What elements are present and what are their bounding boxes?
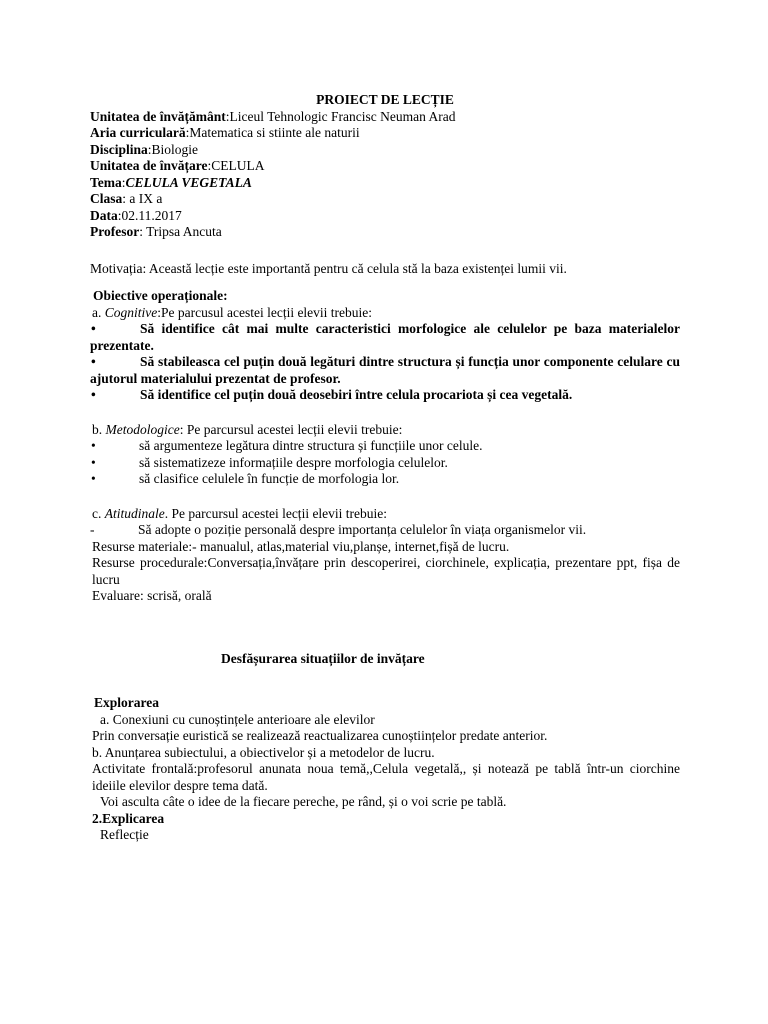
explorarea-line: Activitate frontală:profesorul anunata noua temă,,Celula vegetală,, și notează pe tablă într-un ciorchine ideiile elevilor despre tema dată. — [92, 761, 680, 793]
meta-label: Aria curriculară — [90, 125, 186, 140]
meta-row-profesor: Profesor: Tripsa Ancuta — [90, 224, 222, 239]
meta-block — [90, 109, 680, 241]
explorarea-line: Prin conversație euristică se realizează reactualizarea cunoștiințelor predate anterior. — [92, 728, 548, 743]
bullet-text: Să adopte o poziție personală despre importanța celulelor în viața organismelor vii. — [138, 522, 587, 537]
metodologice-heading — [90, 422, 680, 439]
atitudinale-heading — [90, 506, 680, 523]
explicarea-line: Reflecție — [100, 827, 149, 842]
meta-row-tema: Tema:CELULA VEGETALA — [90, 174, 252, 190]
motivation-text: Motivația: Această lecție este importantă pentru că celula stă la baza existenței lumii vii. — [90, 260, 567, 276]
sub-text: . Pe parcursul acestei lecții elevii trebuie: — [164, 505, 388, 521]
meta-value: Liceul Tehnologic Francisc Neuman Arad — [229, 108, 456, 124]
meta-label: Unitatea de învățământ — [90, 108, 226, 124]
meta-row-data: Data:02.11.2017 — [90, 207, 182, 223]
sub-label: Metodologice — [105, 421, 180, 437]
meta-value: 02.11.2017 — [121, 207, 182, 223]
sub-label: Cognitive — [104, 304, 158, 320]
sub-label: Atitudinale — [104, 505, 165, 521]
sub-text: :Pe parcusul acestei lecții elevii trebuie: — [157, 304, 373, 320]
meta-value: CELULA VEGETALA — [125, 174, 252, 190]
section-title: Desfășurarea situațiilor de invățare — [221, 650, 425, 666]
explorarea-heading: Explorarea — [94, 695, 159, 710]
explorarea-line: b. Anunțarea subiectului, a obiectivelor și a metodelor de lucru. — [92, 744, 435, 760]
explorarea-line: a. Conexiuni cu cunoștințele anterioare ale elevilor — [100, 711, 375, 727]
explicarea-heading: 2.Explicarea — [92, 810, 165, 826]
sub-prefix: a. — [92, 304, 105, 320]
bullet-mark: - — [90, 522, 95, 537]
metodologice-item — [90, 455, 680, 472]
bullet-mark: • — [91, 354, 96, 369]
atitudinale-item — [90, 522, 680, 539]
meta-value: Tripsa Ancuta — [143, 224, 222, 239]
bullet-mark: • — [91, 471, 96, 486]
bullet-mark: • — [91, 387, 96, 402]
evaluare: Evaluare: scrisă, orală — [92, 588, 212, 603]
explorarea-line: Voi asculta câte o idee de la fiecare pereche, pe rând, și o voi scrie pe tablă. — [100, 794, 507, 809]
resurse-materiale: Resurse materiale:- manualul, atlas,material viu,planșe, internet,fișă de lucru. — [92, 538, 510, 554]
bullet-text: să argumenteze legătura dintre structura și funcțiile unor celule. — [139, 438, 483, 453]
meta-label: Profesor — [90, 224, 140, 239]
lesson-plan-document — [90, 92, 680, 844]
bullet-text: Să stabileasca cel puțin două legături dintre structura și funcția unor componente celulare cu ajutorul materialului prezentat de profesor. — [90, 354, 680, 386]
sub-prefix: c. — [92, 505, 105, 521]
meta-label: Clasa — [90, 191, 123, 206]
bullet-text: să clasifice celulele în funcție de morfologia lor. — [139, 471, 400, 486]
meta-label: Data — [90, 207, 118, 223]
meta-row-unitatea-invatare: Unitatea de învățare:CELULA — [90, 158, 265, 173]
meta-label: Unitatea de învățare — [90, 158, 208, 173]
objectives-heading: Obiective operaționale: — [93, 288, 228, 303]
bullet-mark: • — [91, 321, 96, 336]
cognitive-item — [90, 354, 680, 387]
meta-value: Matematica si stiinte ale naturii — [189, 125, 360, 140]
meta-label: Disciplina — [90, 141, 148, 157]
document-title: PROIECT DE LECȚIE — [316, 92, 454, 107]
meta-row-unitatea: Unitatea de învățământ:Liceul Tehnologic Francisc Neuman Arad — [90, 108, 456, 124]
metodologice-item — [90, 471, 680, 488]
sub-prefix: b. — [92, 421, 106, 437]
cognitive-item — [90, 321, 680, 354]
cognitive-heading — [90, 305, 680, 322]
metodologice-item — [90, 438, 680, 455]
sub-text: : Pe parcursul acestei lecții elevii trebuie: — [179, 421, 403, 437]
meta-label: Tema — [90, 174, 122, 190]
bullet-mark: • — [91, 438, 96, 453]
meta-value: a IX a — [126, 191, 163, 206]
meta-row-disciplina: Disciplina:Biologie — [90, 141, 199, 157]
meta-value: CELULA — [211, 158, 265, 173]
bullet-text: Să identifice cât mai multe caracteristici morfologice ale celulelor pe baza materialelor prezentate. — [90, 321, 680, 353]
bullet-text: Să identifice cel puțin două deosebiri între celula procariota și cea vegetală. — [140, 387, 573, 402]
meta-value: Biologie — [151, 141, 199, 157]
bullet-mark: • — [91, 454, 96, 470]
bullet-text: să sistematizeze informațiile despre morfologia celulelor. — [139, 454, 448, 470]
meta-row-clasa: Clasa: a IX a — [90, 191, 163, 206]
resurse-procedurale: Resurse procedurale:Conversația,învățare prin descoperirei, ciorchinele, explicația, prezentare ppt, fișa de lucru — [92, 555, 680, 587]
meta-row-aria: Aria curriculară:Matematica si stiinte ale naturii — [90, 125, 360, 140]
cognitive-item — [90, 387, 680, 404]
